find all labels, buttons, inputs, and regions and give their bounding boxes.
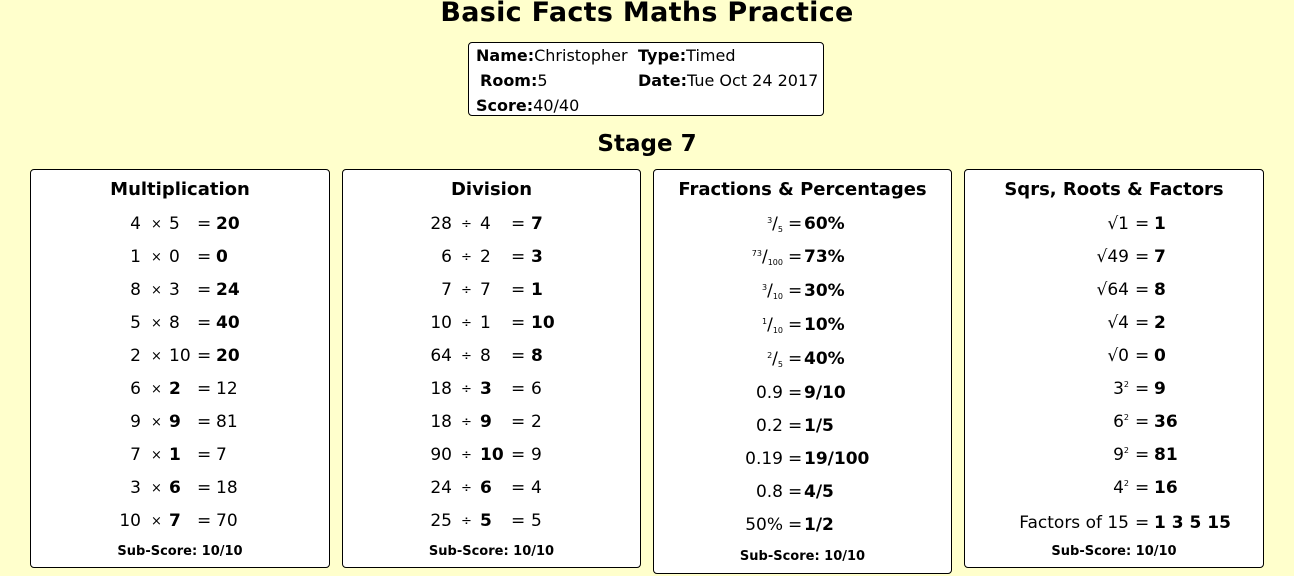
operand-a: 25 bbox=[430, 511, 452, 531]
operand-b: 7 bbox=[169, 511, 181, 531]
sub-score: Sub-Score: 10/10 bbox=[1051, 544, 1177, 559]
answer: 10 bbox=[531, 313, 555, 333]
answer: 40 bbox=[216, 313, 240, 333]
equals-sign: = bbox=[788, 515, 803, 535]
operand-b: 3 bbox=[480, 379, 492, 399]
answer: 7 bbox=[531, 214, 543, 234]
operand-a: 5 bbox=[130, 313, 141, 333]
answer: 0 bbox=[216, 247, 228, 267]
fraction-slash: / bbox=[761, 247, 768, 267]
equals-sign: = bbox=[197, 511, 212, 531]
square-base: 4 bbox=[1113, 478, 1124, 498]
equals-sign: = bbox=[1135, 214, 1150, 234]
answer: 2 bbox=[531, 412, 542, 432]
fact-row bbox=[965, 412, 1263, 436]
denominator: 100 bbox=[767, 258, 783, 267]
operator-symbol: ÷ bbox=[461, 316, 472, 331]
fact-row bbox=[654, 349, 951, 373]
answer: 1 bbox=[1154, 214, 1166, 234]
fact-row bbox=[965, 379, 1263, 403]
answer: 10% bbox=[804, 315, 845, 335]
answer: 8 bbox=[1154, 280, 1166, 300]
answer: 5 bbox=[531, 511, 542, 531]
answer: 1/5 bbox=[804, 416, 834, 436]
equals-sign: = bbox=[788, 349, 803, 369]
square-base: 3 bbox=[1113, 379, 1124, 399]
equals-sign: = bbox=[511, 214, 526, 234]
answer: 18 bbox=[216, 478, 238, 498]
fact-row bbox=[654, 315, 951, 339]
fact-row bbox=[965, 513, 1263, 537]
answer: 20 bbox=[216, 346, 240, 366]
fact-row bbox=[343, 412, 640, 436]
fact-row bbox=[343, 346, 640, 370]
answer: 36 bbox=[1154, 412, 1178, 432]
operand-b: 10 bbox=[480, 445, 504, 465]
operator-symbol: × bbox=[151, 283, 162, 298]
equals-sign: = bbox=[788, 214, 803, 234]
answer: 19/100 bbox=[804, 449, 870, 469]
operand-a: 18 bbox=[430, 412, 452, 432]
answer: 30% bbox=[804, 281, 845, 301]
answer: 7 bbox=[216, 445, 227, 465]
fact-row bbox=[31, 412, 329, 436]
date-value: Tue Oct 24 2017 bbox=[686, 71, 819, 90]
operand-a: 7 bbox=[130, 445, 141, 465]
stage-heading: Stage 7 bbox=[597, 131, 697, 157]
equals-sign: = bbox=[197, 346, 212, 366]
fraction-slash: / bbox=[772, 214, 778, 234]
fact-row bbox=[965, 280, 1263, 304]
fact-row bbox=[343, 478, 640, 502]
type-field bbox=[638, 46, 735, 65]
fact-row bbox=[965, 478, 1263, 502]
equals-sign: = bbox=[788, 315, 803, 335]
denominator: 5 bbox=[777, 225, 783, 234]
equals-sign: = bbox=[511, 280, 526, 300]
equals-sign: = bbox=[197, 313, 212, 333]
operand-b: 8 bbox=[169, 313, 180, 333]
question: √4 bbox=[1107, 313, 1129, 333]
operator-symbol: × bbox=[151, 250, 162, 265]
operator-symbol: × bbox=[151, 415, 162, 430]
answer: 73% bbox=[804, 247, 845, 267]
denominator: 5 bbox=[777, 360, 783, 369]
operand-b: 2 bbox=[169, 379, 181, 399]
operand-a: 7 bbox=[441, 280, 452, 300]
equals-sign: = bbox=[788, 449, 803, 469]
denominator: 10 bbox=[772, 292, 783, 301]
operand-b: 5 bbox=[169, 214, 180, 234]
fact-row bbox=[31, 313, 329, 337]
answer: 1 bbox=[531, 280, 543, 300]
equals-sign: = bbox=[511, 313, 526, 333]
equals-sign: = bbox=[788, 416, 803, 436]
score-label: Score: bbox=[476, 96, 534, 115]
equals-sign: = bbox=[1135, 513, 1150, 533]
answer: 7 bbox=[1154, 247, 1166, 267]
fact-row bbox=[654, 416, 951, 440]
fact-row bbox=[343, 280, 640, 304]
date-field bbox=[638, 71, 818, 90]
answer: 81 bbox=[1154, 445, 1178, 465]
answer: 9 bbox=[1154, 379, 1166, 399]
fact-row bbox=[654, 515, 951, 539]
operator-symbol: × bbox=[151, 448, 162, 463]
operator-symbol: ÷ bbox=[461, 448, 472, 463]
operand-b: 6 bbox=[169, 478, 181, 498]
equals-sign: = bbox=[1135, 280, 1150, 300]
fact-row bbox=[31, 346, 329, 370]
equals-sign: = bbox=[511, 445, 526, 465]
question bbox=[752, 247, 783, 267]
operand-b: 7 bbox=[480, 280, 491, 300]
operand-b: 3 bbox=[169, 280, 180, 300]
operator-symbol: ÷ bbox=[461, 415, 472, 430]
operator-symbol: ÷ bbox=[461, 481, 472, 496]
fact-row bbox=[654, 247, 951, 271]
room-field bbox=[480, 71, 548, 90]
equals-sign: = bbox=[511, 412, 526, 432]
fraction-slash: / bbox=[767, 281, 773, 301]
fact-row bbox=[343, 313, 640, 337]
fact-row bbox=[343, 445, 640, 469]
square-exponent: 2 bbox=[1123, 413, 1129, 422]
score-value: 40/40 bbox=[533, 96, 580, 115]
operator-symbol: × bbox=[151, 514, 162, 529]
sub-score: Sub-Score: 10/10 bbox=[117, 544, 243, 559]
equals-sign: = bbox=[197, 412, 212, 432]
equals-sign: = bbox=[197, 445, 212, 465]
operand-b: 10 bbox=[169, 346, 191, 366]
equals-sign: = bbox=[788, 247, 803, 267]
operand-b: 9 bbox=[480, 412, 492, 432]
fraction-slash: / bbox=[767, 315, 773, 335]
operand-b: 9 bbox=[169, 412, 181, 432]
square-exponent: 2 bbox=[1123, 446, 1129, 455]
operand-a: 90 bbox=[430, 445, 452, 465]
square-exponent: 2 bbox=[1123, 380, 1129, 389]
room-value: 5 bbox=[537, 71, 548, 90]
equals-sign: = bbox=[788, 482, 803, 502]
panel-title: Division bbox=[450, 179, 533, 200]
equals-sign: = bbox=[511, 247, 526, 267]
question: √1 bbox=[1107, 214, 1129, 234]
operator-symbol: × bbox=[151, 349, 162, 364]
equals-sign: = bbox=[788, 281, 803, 301]
operator-symbol: ÷ bbox=[461, 250, 472, 265]
answer: 16 bbox=[1154, 478, 1178, 498]
operator-symbol: ÷ bbox=[461, 349, 472, 364]
numerator: 1 bbox=[761, 317, 768, 326]
question bbox=[762, 281, 783, 301]
fact-row bbox=[654, 281, 951, 305]
question: √49 bbox=[1096, 247, 1129, 267]
equals-sign: = bbox=[197, 247, 212, 267]
operator-symbol: ÷ bbox=[461, 514, 472, 529]
fact-row bbox=[31, 445, 329, 469]
question bbox=[767, 349, 783, 369]
operand-a: 2 bbox=[130, 346, 141, 366]
question: √0 bbox=[1107, 346, 1129, 366]
fractions-percentages-panel bbox=[653, 169, 952, 574]
operator-symbol: × bbox=[151, 481, 162, 496]
fact-row bbox=[654, 482, 951, 506]
division-panel bbox=[342, 169, 641, 568]
fact-row bbox=[965, 346, 1263, 370]
square-exponent: 2 bbox=[1123, 479, 1129, 488]
operand-a: 9 bbox=[130, 412, 141, 432]
fact-row bbox=[654, 449, 951, 473]
equals-sign: = bbox=[511, 379, 526, 399]
question bbox=[1113, 445, 1129, 465]
equals-sign: = bbox=[1135, 445, 1150, 465]
operand-a: 8 bbox=[130, 280, 141, 300]
operand-a: 10 bbox=[119, 511, 141, 531]
score-field bbox=[476, 96, 579, 115]
equals-sign: = bbox=[1135, 346, 1150, 366]
operator-symbol: × bbox=[151, 382, 162, 397]
equals-sign: = bbox=[1135, 478, 1150, 498]
operand-b: 4 bbox=[480, 214, 491, 234]
square-base: 9 bbox=[1113, 445, 1124, 465]
type-value: Timed bbox=[686, 46, 736, 65]
operand-a: 28 bbox=[430, 214, 452, 234]
answer: 8 bbox=[531, 346, 543, 366]
fraction-slash: / bbox=[772, 349, 778, 369]
answer: 70 bbox=[216, 511, 238, 531]
fact-row bbox=[965, 247, 1263, 271]
equals-sign: = bbox=[511, 511, 526, 531]
operand-a: 64 bbox=[430, 346, 452, 366]
panel-title: Multiplication bbox=[110, 179, 250, 200]
name-field bbox=[476, 46, 628, 65]
operand-a: 6 bbox=[130, 379, 141, 399]
numerator: 2 bbox=[767, 351, 773, 360]
operand-a: 6 bbox=[441, 247, 452, 267]
answer: 4/5 bbox=[804, 482, 834, 502]
panel-title: Sqrs, Roots & Factors bbox=[1004, 179, 1224, 200]
date-label: Date: bbox=[638, 71, 687, 90]
equals-sign: = bbox=[1135, 247, 1150, 267]
equals-sign: = bbox=[197, 280, 212, 300]
operator-symbol: × bbox=[151, 316, 162, 331]
fact-row bbox=[31, 379, 329, 403]
operator-symbol: × bbox=[151, 217, 162, 232]
sub-score: Sub-Score: 10/10 bbox=[739, 549, 866, 564]
question: 0.8 bbox=[755, 482, 783, 502]
fact-row bbox=[31, 511, 329, 535]
room-label: Room: bbox=[480, 71, 538, 90]
answer: 9/10 bbox=[804, 383, 846, 403]
operand-b: 8 bbox=[480, 346, 491, 366]
answer: 24 bbox=[216, 280, 240, 300]
question: 0.19 bbox=[745, 449, 783, 469]
fact-row bbox=[31, 478, 329, 502]
operand-b: 1 bbox=[169, 445, 181, 465]
fact-row bbox=[965, 214, 1263, 238]
equals-sign: = bbox=[197, 478, 212, 498]
question bbox=[1113, 379, 1129, 399]
square-base: 6 bbox=[1113, 412, 1124, 432]
equals-sign: = bbox=[1135, 379, 1150, 399]
question bbox=[767, 214, 783, 234]
answer: 4 bbox=[531, 478, 542, 498]
operand-a: 3 bbox=[130, 478, 141, 498]
question bbox=[762, 315, 783, 335]
student-info-box bbox=[468, 42, 824, 116]
fact-row bbox=[31, 214, 329, 238]
type-label: Type: bbox=[638, 46, 687, 65]
equals-sign: = bbox=[511, 478, 526, 498]
fact-row bbox=[343, 511, 640, 535]
operand-a: 1 bbox=[130, 247, 141, 267]
answer: 81 bbox=[216, 412, 238, 432]
numerator: 73 bbox=[751, 249, 762, 258]
operator-symbol: ÷ bbox=[461, 382, 472, 397]
fact-row bbox=[343, 247, 640, 271]
question: 50% bbox=[745, 515, 783, 535]
answer: 60% bbox=[804, 214, 845, 234]
question: Factors of 15 bbox=[1019, 513, 1129, 533]
answer: 12 bbox=[216, 379, 238, 399]
operator-symbol: ÷ bbox=[461, 283, 472, 298]
fact-row bbox=[31, 280, 329, 304]
answer: 9 bbox=[531, 445, 542, 465]
operand-a: 18 bbox=[430, 379, 452, 399]
panel-title: Fractions & Percentages bbox=[678, 179, 927, 200]
operand-a: 4 bbox=[130, 214, 141, 234]
numerator: 3 bbox=[767, 216, 773, 225]
answer: 1 3 5 15 bbox=[1154, 513, 1231, 533]
operand-b: 6 bbox=[480, 478, 492, 498]
operator-symbol: ÷ bbox=[461, 217, 472, 232]
multiplication-panel bbox=[30, 169, 330, 568]
denominator: 10 bbox=[772, 326, 783, 335]
numerator: 3 bbox=[761, 283, 768, 292]
fact-row bbox=[654, 383, 951, 407]
equals-sign: = bbox=[511, 346, 526, 366]
question bbox=[1113, 478, 1129, 498]
equals-sign: = bbox=[788, 383, 803, 403]
equals-sign: = bbox=[1135, 412, 1150, 432]
answer: 1/2 bbox=[804, 515, 834, 535]
operand-b: 0 bbox=[169, 247, 180, 267]
operand-a: 24 bbox=[430, 478, 452, 498]
name-label: Name: bbox=[476, 46, 535, 65]
answer: 20 bbox=[216, 214, 240, 234]
equals-sign: = bbox=[197, 379, 212, 399]
equals-sign: = bbox=[1135, 313, 1150, 333]
operand-b: 5 bbox=[480, 511, 492, 531]
fact-row bbox=[343, 379, 640, 403]
fact-row bbox=[654, 214, 951, 238]
equals-sign: = bbox=[197, 214, 212, 234]
operand-b: 2 bbox=[480, 247, 491, 267]
operand-b: 1 bbox=[480, 313, 491, 333]
name-value: Christopher bbox=[534, 46, 628, 65]
question bbox=[1113, 412, 1129, 432]
question: √64 bbox=[1096, 280, 1129, 300]
answer: 40% bbox=[804, 349, 845, 369]
squares-roots-factors-panel bbox=[964, 169, 1264, 568]
fact-row bbox=[31, 247, 329, 271]
answer: 2 bbox=[1154, 313, 1166, 333]
page-title: Basic Facts Maths Practice bbox=[440, 0, 854, 28]
question: 0.2 bbox=[755, 416, 783, 436]
sub-score: Sub-Score: 10/10 bbox=[428, 544, 555, 559]
answer: 6 bbox=[531, 379, 542, 399]
operand-a: 10 bbox=[430, 313, 452, 333]
fact-row bbox=[965, 313, 1263, 337]
fact-row bbox=[343, 214, 640, 238]
question: 0.9 bbox=[755, 383, 783, 403]
fact-row bbox=[965, 445, 1263, 469]
answer: 0 bbox=[1154, 346, 1166, 366]
answer: 3 bbox=[531, 247, 543, 267]
